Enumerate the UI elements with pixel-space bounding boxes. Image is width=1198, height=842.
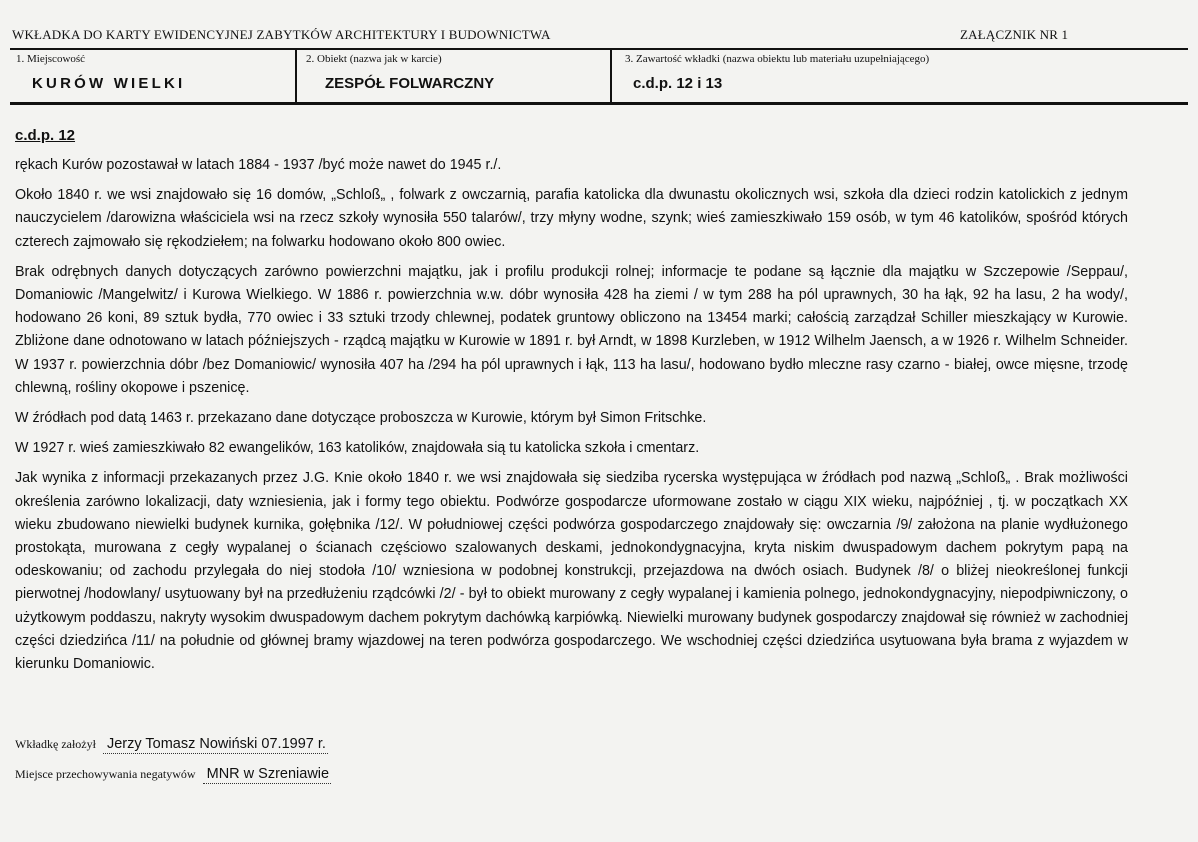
storage-row — [15, 766, 331, 782]
field-value-object: ZESPÓŁ FOLWARCZNY — [325, 75, 495, 92]
paragraph: W źródłach pod datą 1463 r. przekazano dane dotyczące proboszcza w Kurowie, którym był Simon Fritschke. — [15, 410, 707, 427]
storage-label: Miejsce przechowywania negatywów — [15, 767, 196, 781]
document-body — [12, 127, 1128, 683]
paragraph: Brak odrębnych danych dotyczących zarówno powierzchni majątku, jak i profilu produkcji rolnej; informacje te podane są łącznie dla majątku w Szczepowie /Seppau/, Domaniowic /Mangelwitz/ i Kurowa Wielkiego. W 1886 r. powierzchnia w.w. dóbr wynosiła 428 ha ziemi / w tym 288 ha pól uprawnych, 30 ha łąk, 92 ha lasu, 2 ha wody/, hodowano 26 koni, 89 sztuk bydła, 770 owiec i 33 sztuki trzody chlewnej, podatek gruntowy obliczono na 13454 marki; całością zarządzał Schiller mieszkający w Kurowie. Zbliżone dane odnotowano w latach późniejszych - rządcą majątku w Kurowie w 1891 r. był Arndt, w 1898 Kurzleben, w 1912 Wilhelm Jaensch, a w 1926 r. Wilhelm Schneider. W 1937 r. powierzchnia dóbr /bez Domaniowic/ wynosiła 407 ha /294 ha pól uprawnych i łąk, 113 ha lasu/, hodowano bydło mleczne rasy czarno - białej, owce mięsne, trzodę chlewną, rośliny okopowe i pszenicę. — [15, 263, 1128, 396]
field-value-locality: KURÓW WIELKI — [32, 75, 186, 92]
column-divider — [295, 50, 297, 102]
field-value-content: c.d.p. 12 i 13 — [633, 75, 723, 92]
field-label-content: 3. Zawartość wkładki (nazwa obiektu lub materiału uzupełniającego) — [625, 53, 930, 65]
header-bottom-rule — [10, 102, 1188, 105]
storage-value: MNR w Szreniawie — [203, 766, 331, 784]
field-label-object: 2. Obiekt (nazwa jak w karcie) — [306, 53, 442, 65]
attachment-number: ZAŁĄCZNIK NR 1 — [960, 27, 1069, 42]
author-row — [15, 736, 328, 752]
paragraph: Około 1840 r. we wsi znajdowało się 16 domów, „Schloß„ , folwark z owczarnią, parafia katolicka dla dwunastu okolicznych wsi, szkoła dla dzieci rodzin katolickich z jednym nauczycielem /darowizna właściciela wsi na rzecz szkoły wynosiła 550 talarów/, trzy młyny wodne, szynk; wieś zamieszkiwało 159 osób, w tym 46 katolików, spośród których czterech zajmowało się rękodziełem; na folwarku hodowano około 800 owiec. — [15, 187, 1128, 250]
section-title: c.d.p. 12 — [15, 127, 76, 144]
paragraph: rękach Kurów pozostawał w latach 1884 - 1937 /być może nawet do 1945 r./. — [15, 157, 502, 173]
header — [12, 27, 1112, 43]
author-label: Wkładkę założył — [15, 737, 96, 751]
field-label-locality: 1. Miejscowość — [16, 53, 86, 65]
header-rule — [10, 48, 1188, 50]
paragraph: W 1927 r. wieś zamieszkiwało 82 ewangelików, 163 katolików, znajdowała sią tu katolicka szkoła i cmentarz. — [15, 440, 700, 457]
author-value: Jerzy Tomasz Nowiński 07.1997 r. — [103, 736, 328, 754]
column-divider — [610, 50, 612, 102]
document-title: WKŁADKA DO KARTY EWIDENCYJNEJ ZABYTKÓW ARCHITEKTURY I BUDOWNICTWA — [12, 27, 551, 42]
paragraph: Jak wynika z informacji przekazanych przez J.G. Knie około 1840 r. we wsi znajdowała się siedziba rycerska występująca w źródłach pod nazwą „Schloß„ . Brak możliwości określenia zarówno lokalizacji, daty wzniesienia, jak i formy tego obiektu. Podwórze gospodarcze uformowane zostało w ciągu XIX wieku, najpóźniej , tj. w początkach XX wieku zbudowano niewielki budynek kurnika, gołębnika /12/. W południowej części podwórza gospodarczego znajdowały się: owczarnia /9/ założona na planie wydłużonego prostokąta, murowana z cegły wypalanej o ścianach częściowo szalowanych deskami, jednokondygnacyjna, kryta niskim dwuspadowym dachem pokrytym papą na odeskowaniu; od zachodu przylegała do niej stodoła /10/ wzniesiona w podobnej konstrukcji, przejazdowa na dwóch osiach. Budynek /8/ o bliżej nieokreślonej funkcji pierwotnej /hodowlany/ usytuowany był na przedłużeniu rządcówki /2/ - był to obiekt murowany z cegły wypalanej i kamienia polnego, jednokondygnacyjny, niepodpiwniczony, o użytkowym poddaszu, nakryty wysokim dwuspadowym dachem pokrytym dachówką karpiówką. Niewielki murowany budynek gospodarczy znajdował się również w zachodniej części dziedzińca /11/ na południe od głównej bramy wjazdowej na teren podwórza gospodarczego. We wschodniej części dziedzińca usytuowana była brama z wyjazdem w kierunku Domaniowic. — [15, 470, 1128, 673]
